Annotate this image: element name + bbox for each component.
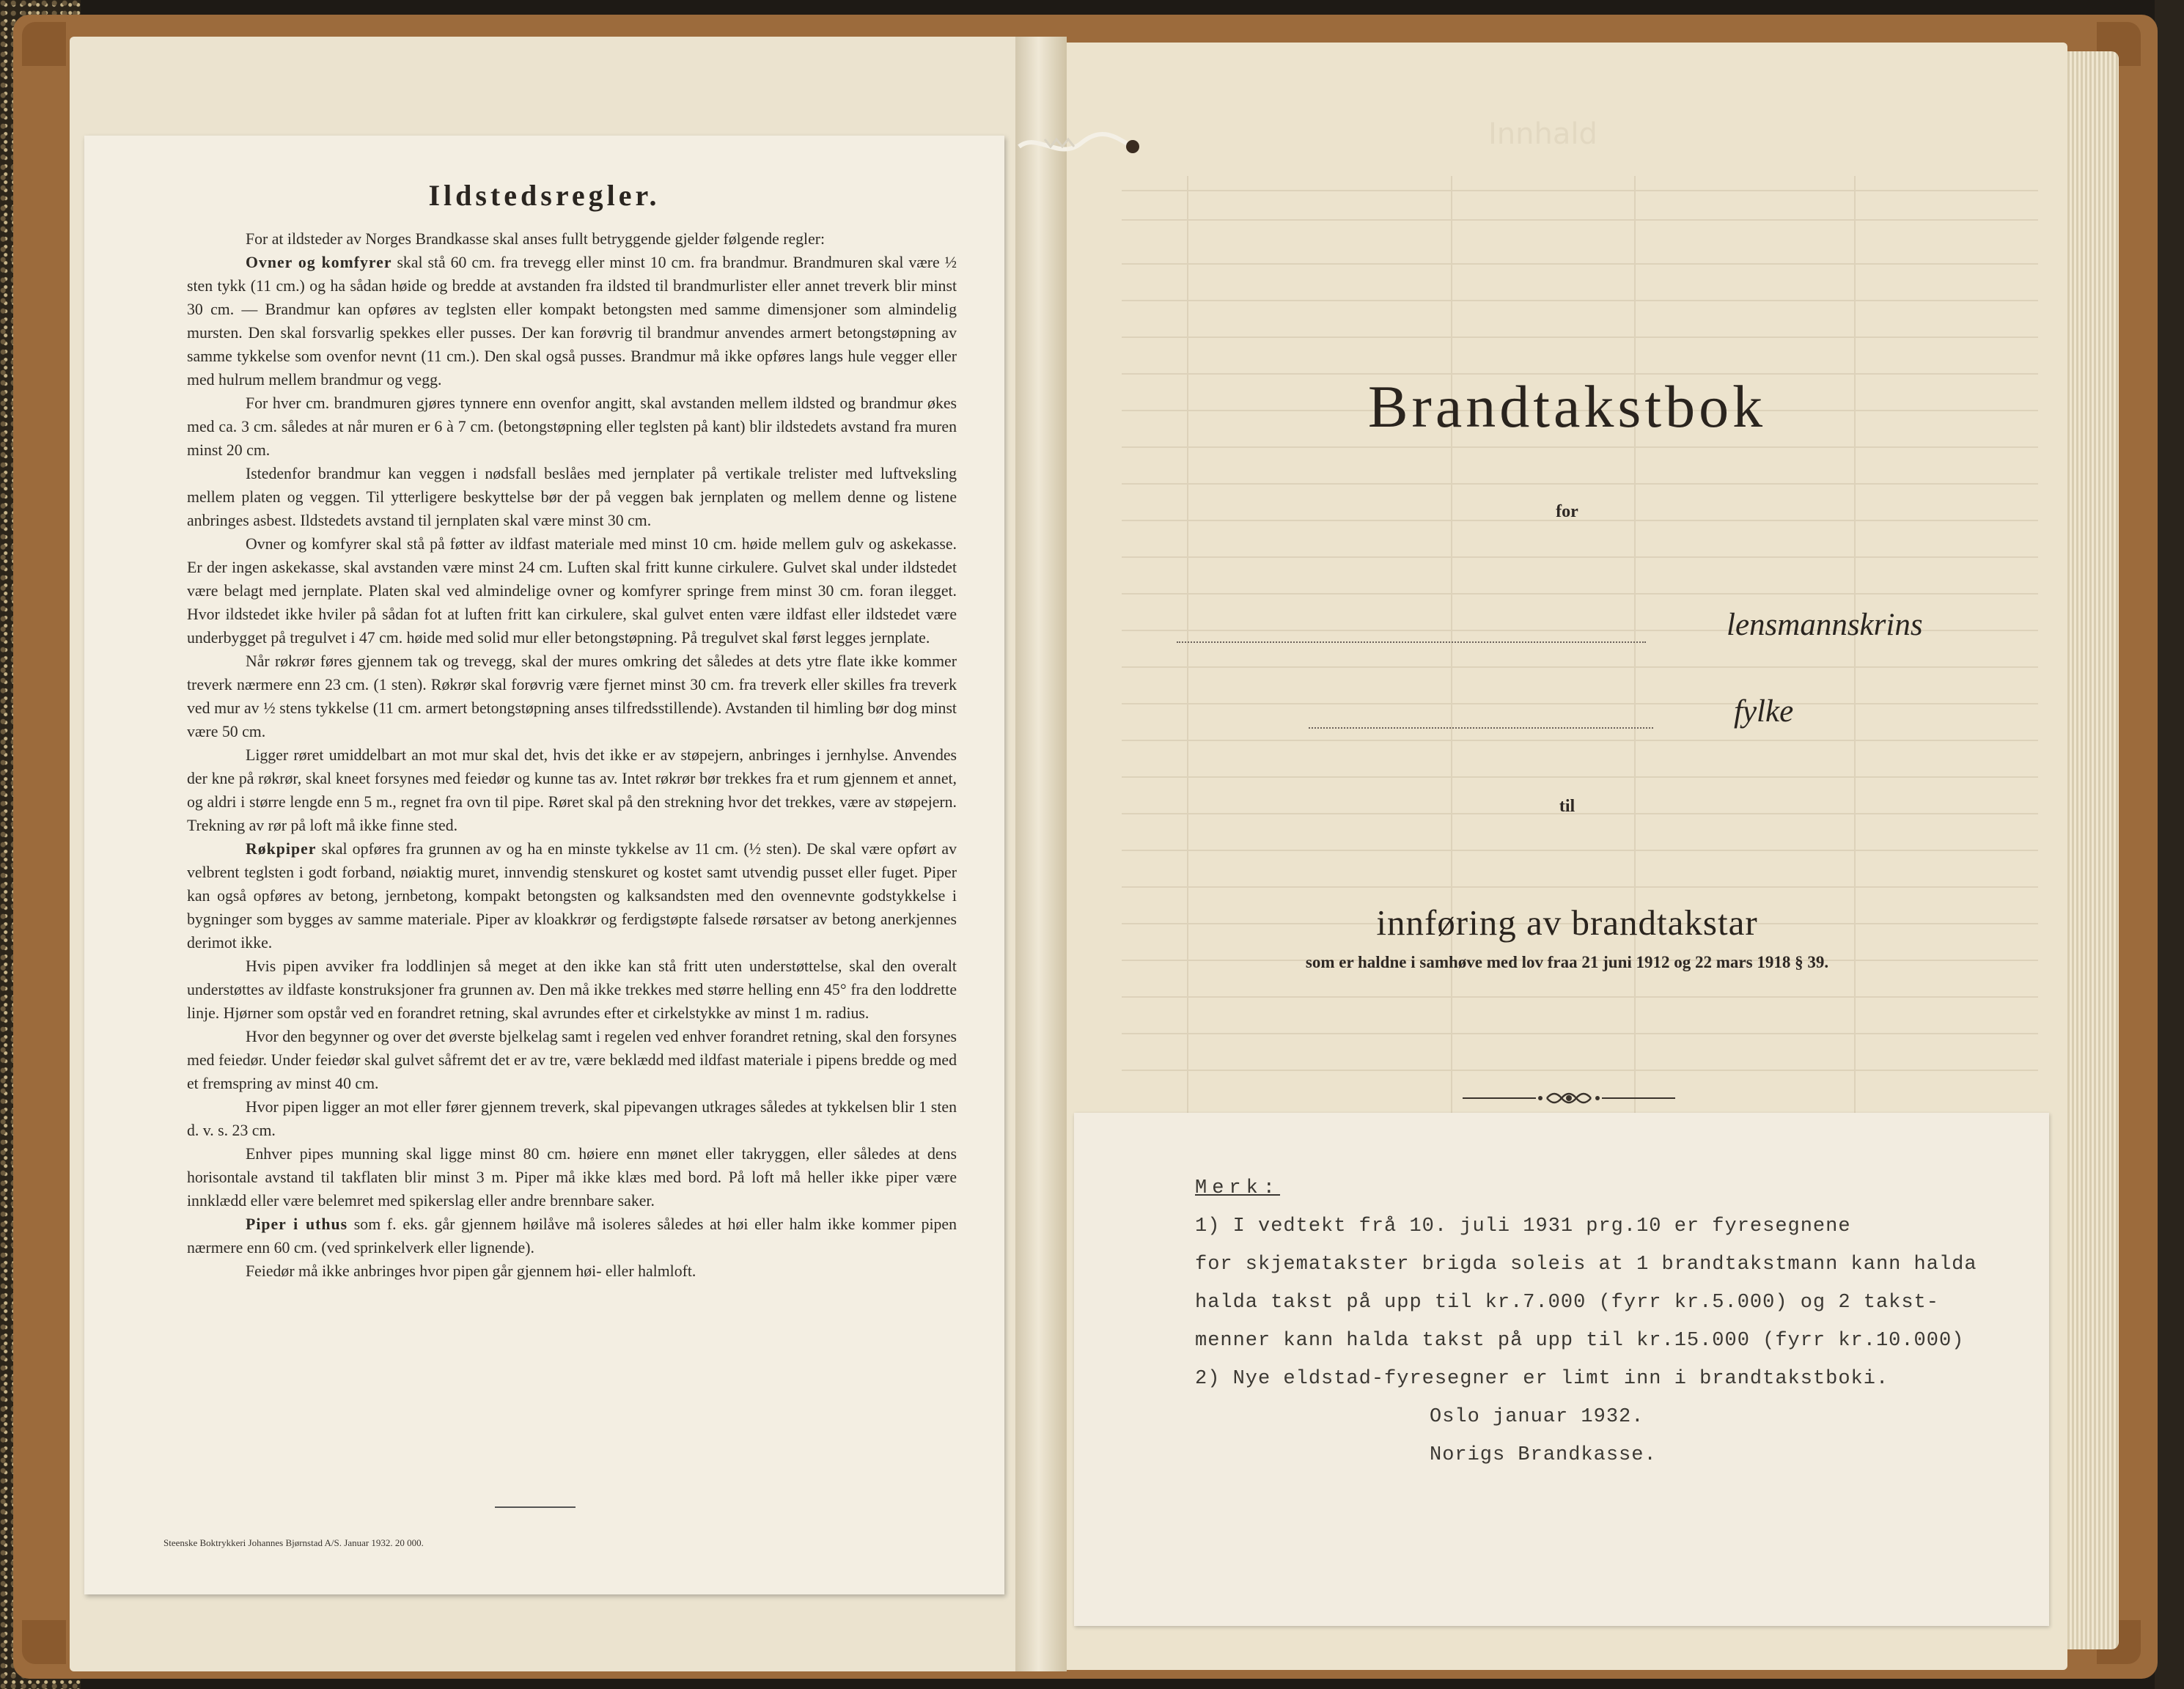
rule-paragraph xyxy=(187,1025,957,1095)
ghost-header: Innhald xyxy=(1488,117,1597,151)
fire-rules-sheet xyxy=(84,136,1004,1594)
rule-text: skal stå 60 cm. fra trevegg eller minst 10 cm. fra brandmur. Brandmuren skal være ½ sten tykk (11 cm.) og ha sådan høide og bredde at avstanden fra ildsted til brandmurlister eller annet treverk blir minst 30 cm. — Brandmur kan opføres av teglsten eller kompakt betongsten med samme dimensjoner som almindelig mursten. Den skal forsvarlig spekkes eller pusses. Der kan forøvrig til brandmur anvendes armert betongstøpning av samme tykkelse som ovenfor nevnt (11 cm.). Den skal også pusses. Brandmur må ikke opføres langs hule vegger eller med hulrum mellem brandmur og vegg. xyxy=(187,254,957,389)
rule-paragraph xyxy=(187,532,957,650)
background-edge xyxy=(2155,0,2184,1689)
district-blank-line xyxy=(1177,641,1646,643)
rule-text: For at ildsteder av Norges Brandkasse skal anses fullt betryggende gjelder følgende regler: xyxy=(246,230,826,248)
rule-paragraph xyxy=(187,650,957,743)
rule-text: For hver cm. brandmuren gjøres tynnere enn ovenfor angitt, skal avstanden mellem ildsted og brandmur økes med ca. 3 cm. således at når muren er 6 à 7 cm. (betongstøpning eller teglsten på kant) blir ildstedets avstand fra muren minst 20 cm. xyxy=(187,394,957,459)
rule-paragraph xyxy=(187,954,957,1025)
rule-text: skal opføres fra grunnen av og ha en minste tykkelse av 11 cm. (½ sten). De skal være opført av velbrent teglsten i godt forband, nøiaktig muret, innvendig stenskuret og kostet samt utvendig pusset eller fuget. Piper kan også opføres av betong, jernbetong, kompakt betongsten og kalksandsten med den ovennevnte godstykkelse i bygninger som bygges av samme materiale. Piper av kloakkrør og ferdigstøpte falsede rørsatser av betong anerkjennes derimot ikke. xyxy=(187,840,957,952)
cover-corner xyxy=(22,1620,66,1664)
rule-text: Ovner og komfyrer skal stå på føtter av ildfast materiale med minst 10 cm. høide mellem gulv og askekasse. Er der ingen askekasse, skal avstanden være minst 24 cm. Luften skal fritt kunne cirkulere. Gulvet skal under ildstedet være belagt med jernplate. Platen skal ved almindelige ovner og komfyrer springe frem minst 30 cm. foran ilegget. Hvor ildstedet ikke hviler på sådan fot at luften fritt kan cirkulere, skal gulvet enten være ildfast eller ildstedet være underbygget på tregulvet i 47 cm. høide med solid mur eller betongstøpning. På tregulvet skal først legges jernplate. xyxy=(187,535,957,647)
note-place-date: Oslo januar 1932. xyxy=(1430,1406,1644,1428)
rule-paragraph xyxy=(187,1213,957,1259)
rule-lead: Ovner og komfyrer xyxy=(246,254,392,271)
note-line: menner kann halda takst på upp til kr.15.000 (fyrr kr.10.000) xyxy=(1195,1330,1965,1352)
rule-paragraph xyxy=(187,743,957,837)
law-reference: som er haldne i samhøve med lov fraa 21 juni 1912 og 22 mars 1918 § 39. xyxy=(1305,953,1829,971)
rule-text: Feiedør må ikke anbringes hvor pipen går gjennem høi- eller halmloft. xyxy=(246,1262,696,1280)
typed-note xyxy=(1074,1113,2049,1626)
rule-text: Når røkrør føres gjennem tak og trevegg, skal der mures omkring det således at dets ytre flate ikke kommer treverk nærmere enn 23 cm. (1 sten). Røkrør skal forøvrig være fjernet minst 30 cm. fra treverk eller skilles fra treverk ved mur av ½ stens tykkelse (11 cm. armert betongstøpning anses tilfredsstillende). Avstanden til himling bør dog minst være 50 cm. xyxy=(187,652,957,740)
rule-lead: Piper i uthus xyxy=(246,1215,348,1233)
note-line: 2) Nye eldstad-fyresegner er limt inn i brandtakstboki. xyxy=(1195,1368,1889,1390)
rule-paragraph xyxy=(187,1259,957,1283)
district-suffix: lensmannskrins xyxy=(1727,608,1923,642)
book-title: Brandtakstbok xyxy=(1367,373,1767,440)
note-signature: Norigs Brandkasse. xyxy=(1430,1444,1657,1466)
til-label: til xyxy=(1559,797,1576,816)
county-blank-line xyxy=(1309,727,1653,729)
note-line: for skjematakster brigda soleis at 1 brandtakstmann kann halda xyxy=(1195,1254,1977,1276)
rule-paragraph xyxy=(187,1142,957,1213)
printer-imprint: Steenske Boktrykkeri Johannes Bjørnstad A/S. Januar 1932. 20 000. xyxy=(163,1537,424,1548)
page-edges xyxy=(2067,51,2119,1649)
note-line: halda takst på upp til kr.7.000 (fyrr kr.5.000) og 2 takst- xyxy=(1195,1292,1939,1314)
divider xyxy=(495,1506,576,1508)
sheet-title: Ildstedsregler. xyxy=(428,179,661,212)
county-suffix: fylke xyxy=(1734,694,1794,729)
subtitle: innføring av brandtakstar xyxy=(1376,902,1758,943)
rule-text: Ligger røret umiddelbart an mot mur skal det, hvis det ikke er av støpejern, anbringes i jernhylse. Anvendes der kne på røkrør, skal kneet forsynes med feiedør og kunne tas av. Intet røkrør bør trekkes fra et rum gjennem et annet, og aldri i større lengde enn 5 m., regnet fra ovn til pipe. Røret skal på den strekning hvor det trekkes, være av støpejern. Trekning av rør på loft må ikke finne sted. xyxy=(187,746,957,834)
note-line: 1) I vedtekt frå 10. juli 1931 prg.10 er fyresegnene xyxy=(1195,1215,1851,1237)
rule-paragraph xyxy=(187,837,957,954)
rules-text xyxy=(187,227,957,1283)
rule-text: som f. eks. går gjennem høilåve må isoleres således at høi eller halm ikke kommer pipen nærmere enn 60 cm. (ved sprinkelverk eller lignende). xyxy=(187,1215,957,1256)
rule-lead: Røkpiper xyxy=(246,840,317,858)
rule-text: Enhver pipes munning skal ligge minst 80 cm. høiere enn mønet eller takryggen, eller således at dens horisontale avstand til takflaten blir minst 3 m. Piper må ikke klæs med bord. På loft må heller ikke piper være innklædd eller være belemret med spikerslag eller andre brennbare saker. xyxy=(187,1145,957,1210)
rule-text: Hvor den begynner og over det øverste bjelkelag samt i regelen ved enhver forandret retning, skal den forsynes med feiedør. Under feiedør skal gulvet såfremt det er av tre, være beklædd med ildfast materiale i pipens bredde og med et fremspring av minst 40 cm. xyxy=(187,1028,957,1092)
cover-corner xyxy=(22,22,66,66)
note-heading: Merk: xyxy=(1195,1177,1281,1199)
rule-paragraph xyxy=(187,251,957,391)
rule-text: Hvis pipen avviker fra loddlinjen så meget at den ikke kan stå fritt uten understøttelse, skal den overalt understøttes av ildfaste konstruksjoner fra grunnen av. Den må ikke trekkes med større helling enn 45° fra den loddrette linje. Hjørner som opstår ved en forandret retning, skal avrundes efter et cirkelstykke av minst 1 m. radius. xyxy=(187,957,957,1022)
ornament-divider xyxy=(1463,1087,1675,1109)
rule-paragraph xyxy=(187,227,957,251)
rule-paragraph xyxy=(187,391,957,462)
rule-paragraph xyxy=(187,462,957,532)
rule-text: Hvor pipen ligger an mot eller fører gjennem treverk, skal pipevangen utkrages således at tykkelsen blir 1 sten d. v. s. 23 cm. xyxy=(187,1098,957,1139)
rule-text: Istedenfor brandmur kan veggen i nødsfall beslåes med jernplater på vertikale trelister med luftveksling mellem platen og veggen. Til ytterligere beskyttelse bør der på veggen bak jernplaten og mellem denne og listene anbringes asbest. Ildstedets avstand til jernplaten skal være minst 30 cm. xyxy=(187,465,957,529)
rule-paragraph xyxy=(187,1095,957,1142)
for-label: for xyxy=(1556,502,1578,521)
book-gutter xyxy=(1015,37,1067,1671)
